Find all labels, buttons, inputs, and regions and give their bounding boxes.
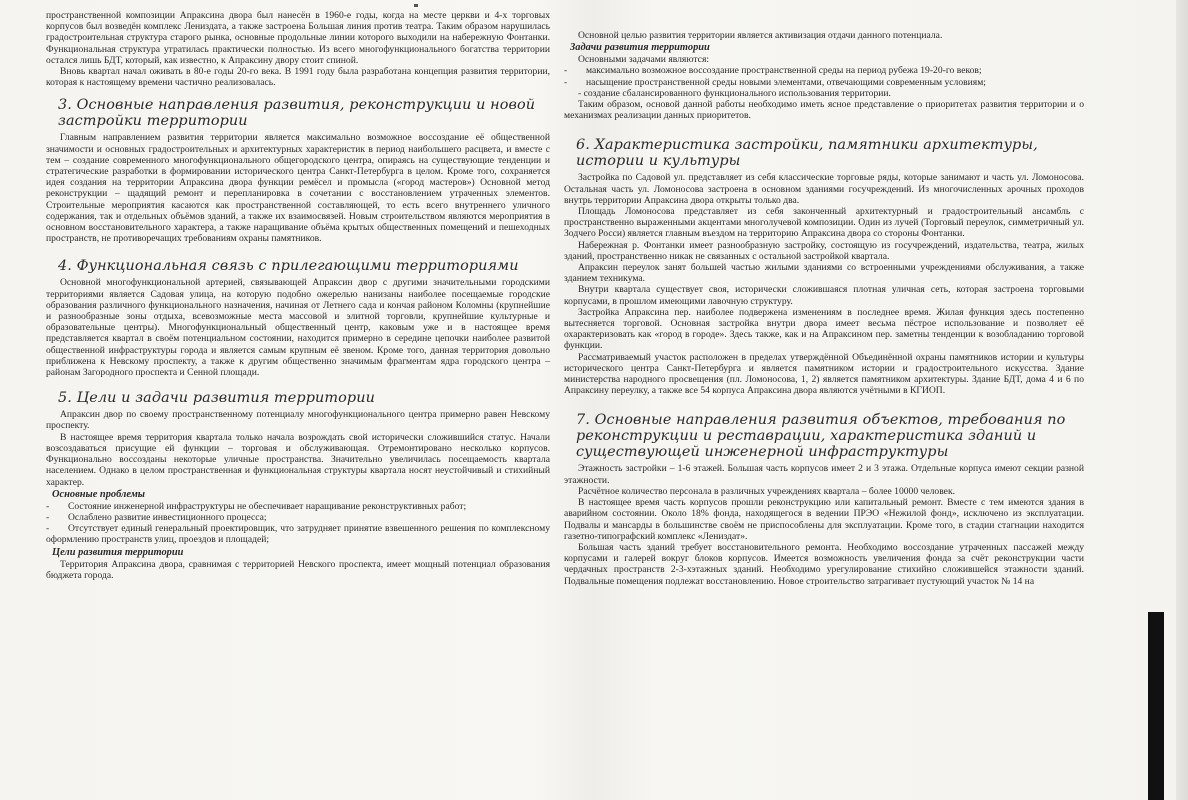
scan-speck [414, 4, 418, 7]
section-heading-7: 7. Основные направления развития объектов, требования по реконструкции и реставрации, характеристика зданий и существующей инженерной инфраструктуры [576, 412, 1066, 461]
paragraph: Внутри квартала существует своя, исторически сложившаяся плотная уличная сеть, которая застроена торговыми корпусами, в прошлом имеющими лавочную структуру. [564, 284, 1084, 307]
subheading-tasks: Задачи развития территории [570, 42, 710, 54]
paragraph: Застройка Апраксина пер. наиболее подвержена изменениям в последнее время. Жилая функция здесь постепенно вытесняется торговой. Основная застройка внутри двора имеет весьма пёстрое использование и позволяет её охарактеризовать как «город в городе». Здесь также, как и на Апраксином пер. заметны тенденции к возобладанию торговой функции. [564, 306, 1084, 352]
paragraph: В настоящее время часть корпусов прошли реконструкцию или капитальный ремонт. Вместе с тем имеются здания в аварийном состоянии. Около 18% фонда, находящегося в ведении ПРЭО «Нежилой фонд», исключено из эксплуатации. Подвалы и мансарды в большинстве своём не приспособлены для эксплуатации. Кроме того, в стадии стагнации находится газетно-типографский комплекс «Лениздат». [564, 497, 1084, 542]
scanner-edge-mark [1148, 612, 1164, 800]
paragraph: пространственной композиции Апраксина двора был нанесён в 1960-е годы, когда на месте церкви и 4-х торговых корпусов был возведён комплекс Лениздата, а также застроена Большая линия против театра. Таким образом нарушилась градостроительная структура старого рынка, основные продольные линии которого выходили на набережную Фонтанки. Функциональная структура утратилась практически полностью. Из всего многофункционального богатства территории остался лишь БДТ, который, как известно, к Апраксину двору стоит спиной. [46, 10, 550, 66]
section-heading-4: 4. Функциональная связь с прилегающими территориями [58, 258, 519, 275]
subheading-problems: Основные проблемы [52, 488, 146, 500]
list-item: - создание сбалансированного функционального использования территории. [578, 87, 891, 99]
page-edge-shadow [1176, 0, 1188, 800]
list-item: - Отсутствует единый генеральный проектировщик, что затрудняет принятие взвешенного решения по комплексному оформлению пространств улиц, проездов и площадей; [46, 523, 550, 546]
section-heading-5: 5. Цели и задачи развития территории [58, 390, 375, 407]
paragraph: Рассматриваемый участок расположен в пределах утверждённой Объединённой охраны памятников истории и культуры исторического центра Санкт-Петербурга и является памятником истории и градостроительного искусства. Здание министерства народного просвещения (пл. Ломоносова, 1, 2) является памятником архитектуры. Здание БДТ, дома 4 и 6 по Апраксину переулку, а также все 54 корпуса Апраксина двора являются учётными в КГИОП. [564, 351, 1084, 397]
subheading-goals: Цели развития территории [52, 546, 184, 558]
section-heading-6: 6. Характеристика застройки, памятники архитектуры, истории и культуры [576, 137, 1038, 170]
paragraph: Вновь квартал начал оживать в 80-е годы 20-го века. В 1991 году была разработана концепция развития территории, которая к настоящему времени частично реализовалась. [46, 66, 550, 89]
list-item: - максимально возможное воссоздание пространственной среды на период рубежа 19-20-го веков; [564, 65, 982, 77]
section-heading-3: 3. Основные направления развития, реконструкции и новой застройки территории [58, 97, 536, 130]
left-column [46, 10, 550, 581]
paragraph: Набережная р. Фонтанки имеет разнообразную застройку, состоящую из госучреждений, издательства, театра, жилых зданий, пространственно никак не связанных с остальной застройкой квартала. [564, 239, 1084, 262]
paragraph: Большая часть зданий требует восстановительного ремонта. Необходимо воссоздание утраченных пассажей между корпусами и галерей вокруг блоков корпусов. Имеется возможность увеличения фонда за счёт реконструкции части чердачных пространств 2-3-хэтажных зданий. Необходимо урегулирование стихийно сложившейся этажности зданий. Подвальные помещения подлежат восстановлению. Новое строительство затрагивает пустующий участок № 14 на [564, 541, 1084, 587]
paragraph: Апраксин переулок занят большей частью жилыми зданиями со встроенными учреждениями обслуживания, а также зданием техникума. [564, 262, 1084, 285]
list-item: - Ослаблено развитие инвестиционного процесса; [46, 511, 267, 523]
list-item: - насыщение пространственной среды новыми элементами, отвечающими современным условиям; [564, 76, 986, 88]
paragraph: Основной целью развития территории является активизация отдачи данного потенциала. [578, 30, 943, 41]
list-item: - Состояние инженерной инфраструктуры не обеспечивает наращивание реконструктивных работ; [46, 500, 467, 512]
paragraph: Основными задачами являются: [578, 54, 710, 66]
paragraph: Таким образом, основой данной работы необходимо иметь ясное представление о приоритетах развития территории и о механизмах реализации данных приоритетов. [564, 99, 1084, 122]
paragraph: Главным направлением развития территории является максимально возможное воссоздание её общественной значимости и основных градостроительных и архитектурных характеристик в период наибольшего расцвета, и вместе с тем – создание современного многофункционального общегородского центра, опираясь на существующие тенденции и стратегические разработки в формировании исторического центра Санкт-Петербурга в целом. Кроме того, сохраняется идея создания на территории Апраксина двора функции ремёсел и промысла («город мастеров») Основной метод реконструкции – щадящий ремонт и перепланировка в сочетании с восстановлением утраченных элементов. Строительные мероприятия касаются как пространственной составляющей, то есть всего внутреннего уличного содержания, так и отдельных объёмов зданий, а также их взаимосвязей. Новым строительством являются мероприятия в основном восстановительного характера, а также наращивание объёма крытых общественных помещений и пешеходных пространств, не противоречащих требованиям охраны памятников. [46, 132, 550, 245]
paragraph: Основной многофункциональной артерией, связывающей Апраксин двор с другими значительными городскими территориями является Садовая улица, на которую подобно ожерелью нанизаны наиболее посещаемые городские образования различного функционального назначения, начиная от Летнего сада и кончая районом Коломны (крупнейшие и разнообразные зоны отдыха, всевозможные места массовой и элитной торговли, крупнейшие культурные и образовательные центры). Многофункциональный общественный центр, каковым уже и в настоящее время представляется квартал в своём потенциальном состоянии, находится примерно в середине цепочки наиболее развитой общественной инфраструктуры города и является самым крупным её звеном. Кроме того, данная территория довольно приближена к Невскому проспекту, а также к другим общественно значимым фрагментам ядра городского центра – районам Загородного проспекта и Сенной площади. [46, 277, 550, 379]
right-column [564, 30, 1084, 587]
paragraph: Застройка по Садовой ул. представляет из себя классические торговые ряды, которые занимают и часть ул. Ломоносова. Остальная часть ул. Ломоносова застроена в основном зданиями госучреждений. Из многочисленных арочных проходов внутрь территории Апраксина двора открыты только два. [564, 172, 1084, 206]
paragraph: В настоящее время территория квартала только начала возрождать свой исторически сложившийся статус. Начали возсоздаваться присущие ей функции – торговая и обслуживающая. Отремонтировано несколько корпусов. Функционально воссозданы некоторые уличные пространства. Значительно увеличилась посещаемость квартала населением. Однако в целом пространственная и функциональная структуры квартала носят неустойчивый и стихийный характер. [46, 431, 550, 488]
paragraph: Этажность застройки – 1-6 этажей. Большая часть корпусов имеет 2 и 3 этажа. Отдельные корпуса имеют секции разной этажности. [564, 463, 1084, 486]
paragraph: Территория Апраксина двора, сравнимая с территорией Невского проспекта, имеет мощный потенциал образования бюджета города. [46, 558, 550, 581]
paragraph: Апраксин двор по своему пространственному потенциалу многофункционального центра примерно равен Невскому проспекту. [46, 409, 550, 432]
paragraph: Площадь Ломоносова представляет из себя законченный архитектурный и градостроительный ансамбль с пространственно выраженными акцентами многолучевой композиции. Один из лучей (Торговый переулок, симметричный ул. Зодчего Росси) является главным въездом на территорию Апраксина двора со стороны Фонтанки. [564, 206, 1084, 240]
paragraph: Расчётное количество персонала в различных учреждениях квартала – более 10000 человек. [578, 485, 955, 497]
